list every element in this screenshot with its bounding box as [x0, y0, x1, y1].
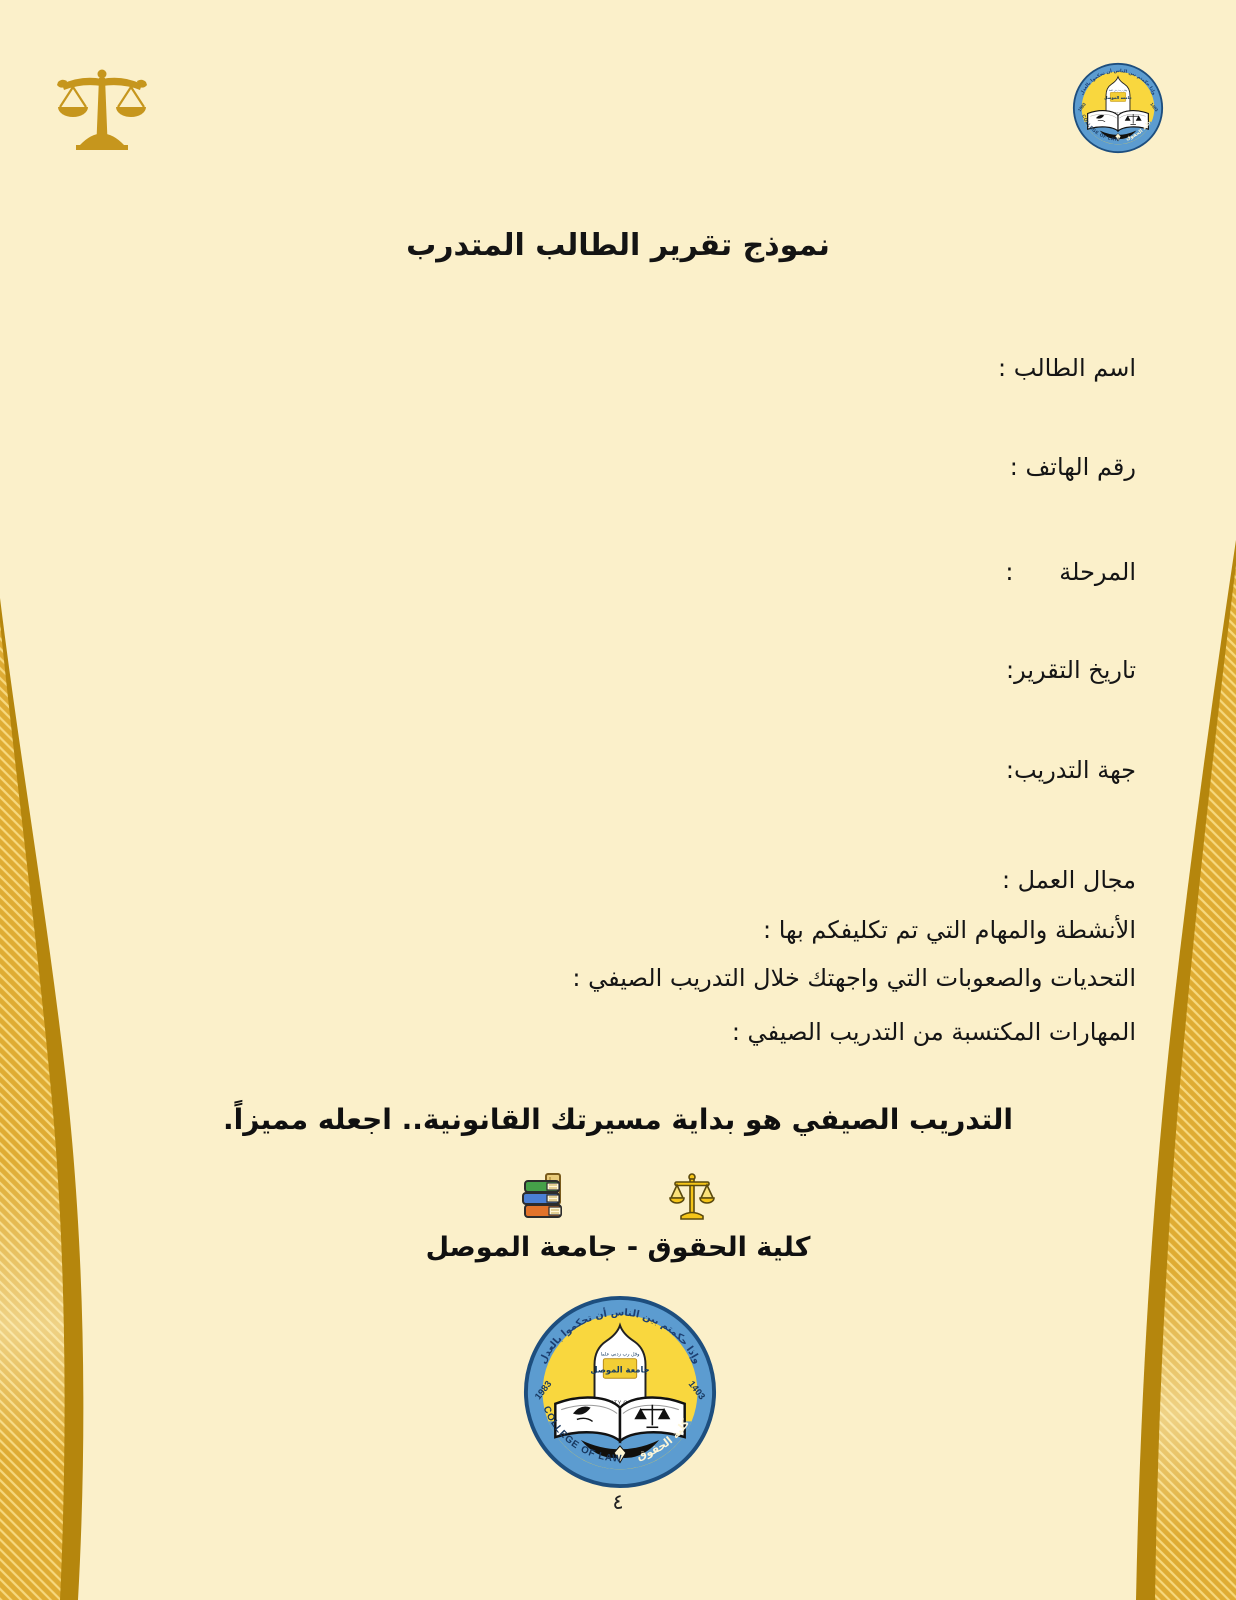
right-band-mesh [1155, 565, 1236, 1600]
field-label-challenges: التحديات والصعوبات التي واجهتك خلال التدريب الصيفي : [572, 964, 1136, 992]
field-label-work-field: مجال العمل : [1001, 866, 1136, 894]
university-logo-bottom [522, 1294, 718, 1490]
left-band-dark-stripe [0, 598, 83, 1600]
field-label-training-entity: جهة التدريب: [1005, 756, 1136, 784]
page-number: ٤ [612, 1490, 624, 1514]
footer-icons-row [0, 1172, 1236, 1222]
field-label-report-date: تاريخ التقرير: [1006, 656, 1136, 684]
scales-of-justice-icon [52, 58, 152, 150]
balance-scale-icon [667, 1172, 717, 1222]
field-label-phone-number: رقم الهاتف : [1009, 453, 1136, 481]
college-university-line: كلية الحقوق - جامعة الموصل [425, 1232, 811, 1263]
page-title: نموذج تقرير الطالب المتدرب [406, 228, 830, 263]
books-icon [519, 1172, 567, 1222]
field-label-skills: المهارات المكتسبة من التدريب الصيفي : [731, 1018, 1136, 1046]
motivational-line: التدريب الصيفي هو بداية مسيرتك القانونية.. اجعله مميزاً. [222, 1103, 1014, 1136]
right-band-dark-stripe [1136, 540, 1236, 1600]
field-label-student-name: اسم الطالب : [998, 354, 1136, 382]
field-label-stage: المرحلة : [1005, 558, 1136, 586]
field-label-activities: الأنشطة والمهام التي تم تكليفكم بها : [763, 916, 1136, 944]
university-logo-top [1072, 62, 1164, 154]
